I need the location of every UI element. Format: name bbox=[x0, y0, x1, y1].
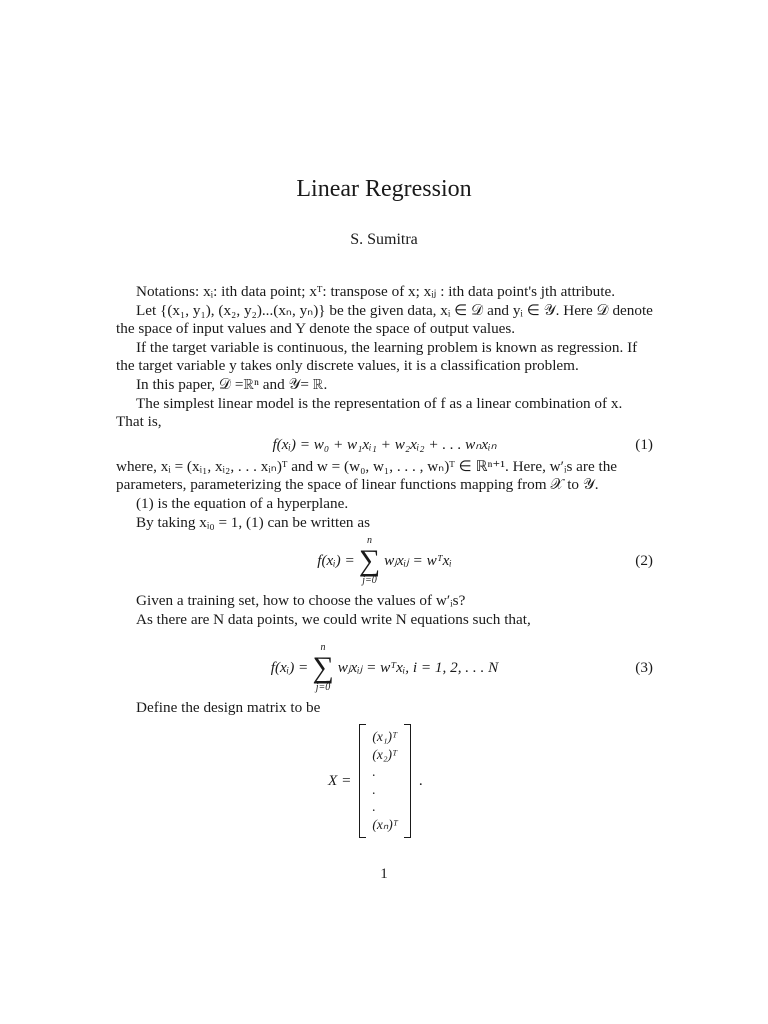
equation-1 bbox=[116, 436, 653, 454]
matrix-row: (x₂)ᵀ bbox=[372, 746, 398, 762]
sum-lower-limit: j=0 bbox=[315, 682, 331, 694]
paragraph-given-data: Let {(x₁, y₁), (x₂, y₂)...(xₙ, yₙ)} be the given data, xᵢ ∈ 𝒟 and yᵢ ∈ 𝒴. Here 𝒟 denote the space of input values and Y denote the space of output values. bbox=[116, 301, 653, 338]
matrix-row: (x₁)ᵀ bbox=[372, 729, 398, 745]
paragraph-domain: In this paper, 𝒟 =ℝⁿ and 𝒴= ℝ. bbox=[136, 375, 328, 393]
left-bracket bbox=[359, 724, 366, 838]
page-number: 1 bbox=[380, 866, 388, 882]
summation-symbol: n ∑ j=0 bbox=[358, 535, 381, 587]
paragraph-design-matrix: Define the design matrix to be bbox=[136, 699, 321, 717]
equation-2-number: (2) bbox=[635, 552, 653, 570]
matrix-row: . bbox=[372, 764, 376, 780]
equation-3-lhs: f(xᵢ) = bbox=[270, 659, 309, 677]
equation-3-number: (3) bbox=[635, 659, 653, 677]
matrix-row: . bbox=[372, 781, 376, 797]
equation-1-number: (1) bbox=[635, 435, 653, 453]
paragraph-hyperplane: (1) is the equation of a hyperplane. bbox=[136, 494, 349, 512]
author-name: S. Sumitra bbox=[350, 231, 418, 248]
sum-upper-limit: n bbox=[366, 535, 372, 547]
equation-2 bbox=[116, 532, 653, 590]
matrix-trailing-period: . bbox=[418, 771, 423, 789]
paragraph-notations: Notations: xᵢ: ith data point; xᵀ: transpose of x; xᵢⱼ : ith data point's jth attribute. bbox=[136, 283, 616, 300]
sum-upper-limit: n bbox=[320, 642, 326, 654]
paragraph-n-equations: As there are N data points, we could write N equations such that, bbox=[136, 610, 531, 628]
equation-3-rhs: wⱼxᵢⱼ = wᵀxᵢ, i = 1, 2, . . . N bbox=[337, 659, 499, 677]
right-bracket bbox=[404, 724, 411, 838]
paper-title: Linear Regression bbox=[296, 176, 472, 202]
matrix-row: (xₙ)ᵀ bbox=[372, 816, 398, 832]
paragraph-rewrite: By taking xᵢ₀ = 1, (1) can be written as bbox=[136, 513, 370, 531]
paragraph-linear-model: The simplest linear model is the representation of f as a linear combination of x. That is, bbox=[116, 394, 623, 431]
equation-2-lhs: f(xᵢ) = bbox=[317, 551, 355, 569]
body-text bbox=[116, 283, 653, 842]
summation-symbol: n ∑ j=0 bbox=[312, 642, 334, 694]
sum-lower-limit: j=0 bbox=[362, 575, 377, 587]
paragraph-parameters: where, xᵢ = (xᵢ₁, xᵢ₂, . . . xᵢₙ)ᵀ and w = (w₀, w₁, . . . , wₙ)ᵀ ∈ ℝⁿ⁺¹. Here, w′ᵢs are the parameters, parameterizing the space of linear functions mapping from 𝒳 to 𝒴. bbox=[116, 457, 618, 494]
matrix-lhs: X = bbox=[328, 771, 352, 789]
equation-2-rhs: wⱼxᵢⱼ = wᵀxᵢ bbox=[384, 551, 452, 569]
equation-1-body: f(xᵢ) = w₀ + w₁xᵢ₁ + w₂xᵢ₂ + . . . wₙxᵢₙ bbox=[272, 435, 497, 453]
matrix-column bbox=[366, 728, 404, 833]
design-matrix bbox=[116, 722, 653, 842]
paragraph-regression-def: If the target variable is continuous, the learning problem is known as regression. If the target variable y takes only discrete values, it is a classification problem. bbox=[116, 338, 638, 375]
matrix-row: . bbox=[372, 799, 376, 815]
paragraph-training-set: Given a training set, how to choose the values of w′ᵢs? bbox=[136, 592, 466, 610]
equation-3 bbox=[116, 639, 653, 697]
